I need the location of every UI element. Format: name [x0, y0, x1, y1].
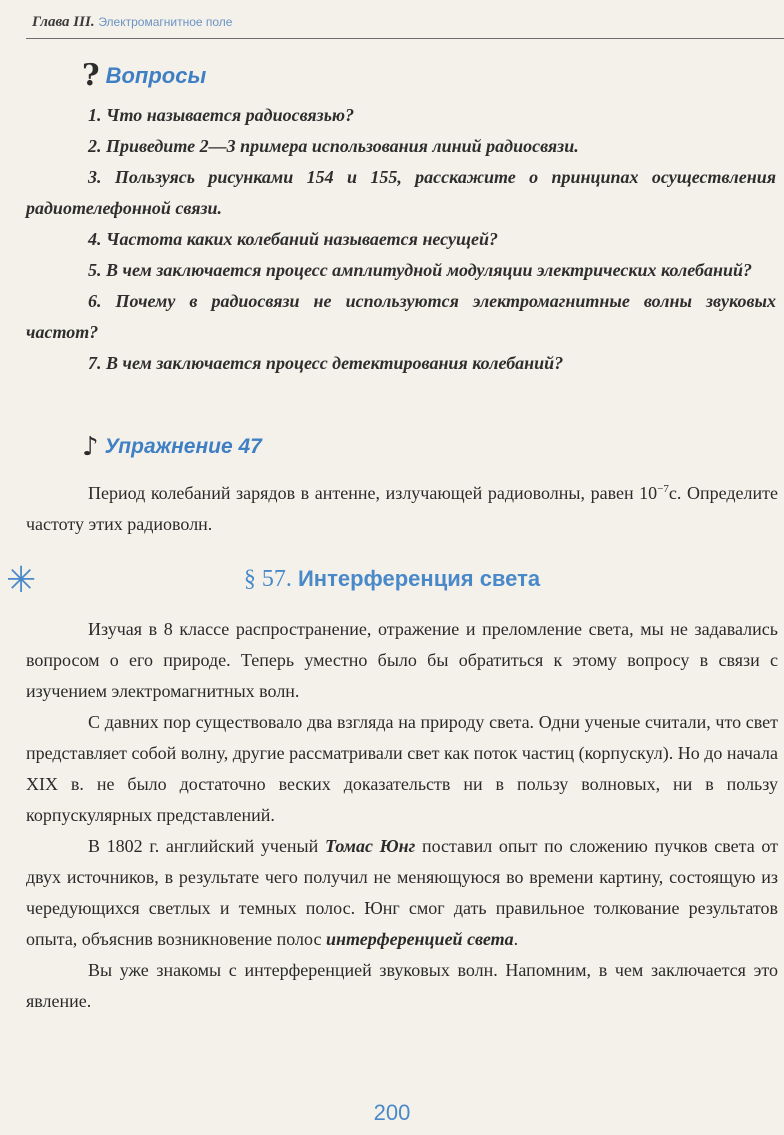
page-number: 200 — [373, 1100, 411, 1125]
questions-title: Вопросы — [105, 62, 207, 88]
exercise-icon: ♪ — [82, 432, 99, 462]
questions-list — [26, 100, 776, 379]
body-paragraph: Изучая в 8 классе распространение, отражение и преломление света, мы не задавались вопросом о его природе. Теперь уместно было бы обратиться к этому вопросу в связи с изучением электромагнитных волн. — [26, 619, 778, 701]
key-term: интерференцией света — [325, 929, 514, 949]
exercise-text: Период колебаний зарядов в антенне, излучающей радиоволны, равен $10^{-7}с$. Определите частоту этих радиоволн. — [26, 483, 778, 534]
paragraph-heading: Интерференция света — [297, 566, 541, 591]
body-paragraph: Вы уже знакомы с интерференцией звуковых волн. Напомним, в чем заключается это явление. — [26, 960, 778, 1011]
body-text — [26, 614, 778, 1017]
asterisk-star-icon: ✳ — [6, 560, 37, 601]
body-paragraph: С давних пор существовало два взгляда на природу света. Одни ученые считали, что свет представляет собой волну, другие рассматривали свет как поток частиц (корпускул). Но до начала XIX в. не было достаточно веских доказательств ни в пользу волновых, ни в пользу корпускулярных представлений. — [26, 712, 778, 825]
question-item: 4. Частота каких колебаний называется несущей? — [88, 229, 499, 249]
questions-heading — [82, 58, 206, 93]
chapter-title: Электромагнитное поле — [98, 15, 233, 29]
question-item: 6. Почему в радиосвязи не используются электромагнитные волны звуковых частот? — [26, 291, 776, 342]
question-item: 3. Пользуясь рисунками 154 и 155, расскажите о принципах осуществления радиотелефонной связи. — [26, 167, 776, 218]
running-header — [26, 8, 784, 39]
body-paragraph: В 1802 г. английский ученый Томас Юнг поставил опыт по сложению пучков света от двух источников, в результате чего получил не меняющуюся во времени картину, состоящую из чередующихся светлых и темных полос. Юнг смог дать правильное толкование результатов опыта, объяснив возникновение полос интерференцией света. — [26, 836, 778, 949]
question-mark-icon: ? — [82, 58, 100, 93]
paragraph-title — [0, 566, 784, 593]
exercise-heading — [82, 432, 262, 462]
exercise-title: Упражнение 47 — [104, 435, 262, 458]
scientist-name: Томас Юнг — [324, 836, 416, 856]
question-item: 7. В чем заключается процесс детектирования колебаний? — [88, 353, 564, 373]
question-item: 5. В чем заключается процесс амплитудной модуляции электрических колебаний? — [88, 260, 752, 280]
chapter-label: Глава III. Электромагнитное поле — [32, 14, 233, 30]
question-item: 2. Приведите 2—3 примера использования линий радиосвязи. — [88, 136, 579, 156]
exponent: −7 — [657, 483, 669, 495]
question-item: 1. Что называется радиосвязью? — [88, 105, 355, 125]
paragraph-number: § 57. — [243, 566, 292, 592]
